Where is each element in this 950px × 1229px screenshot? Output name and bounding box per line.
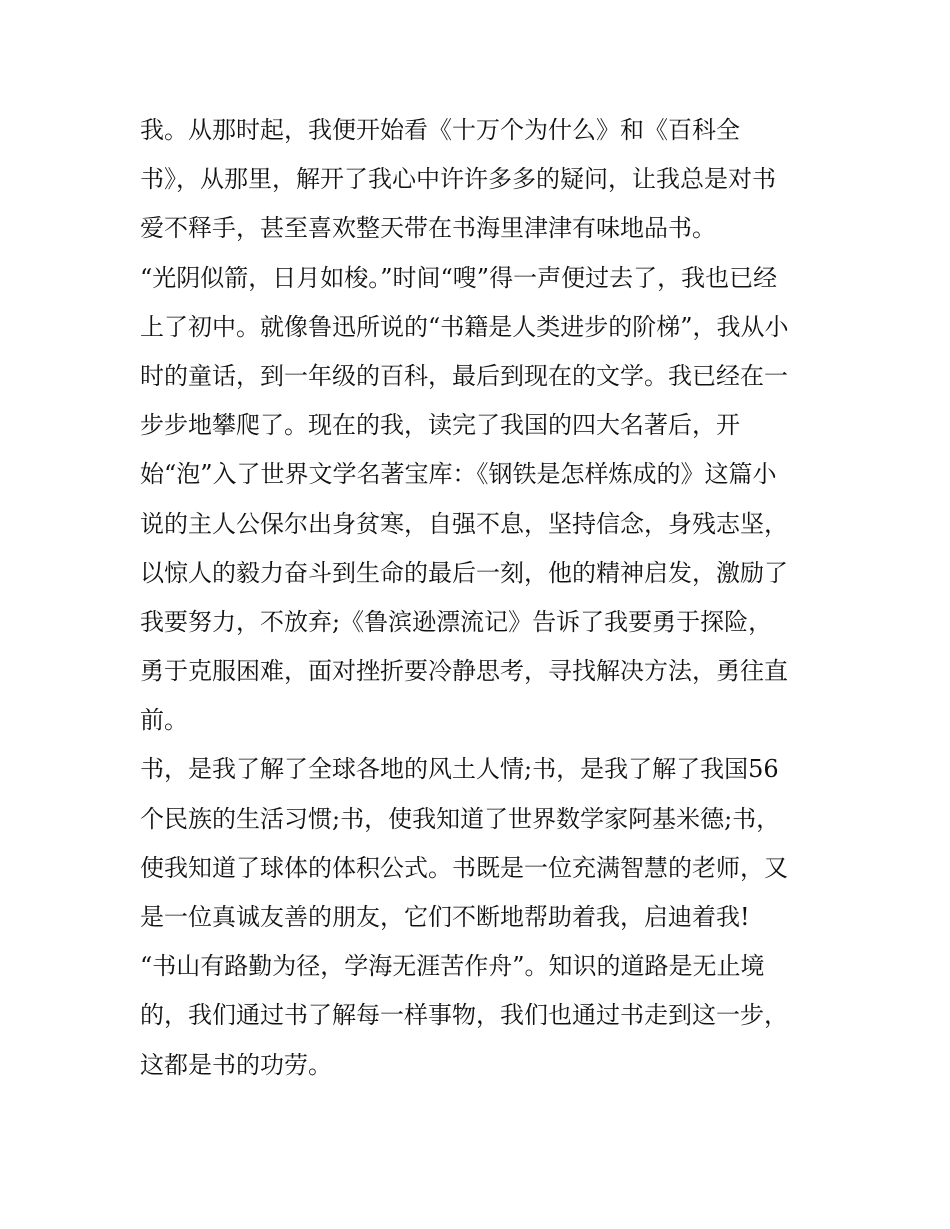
text-line-11: 我要努力，不放弃;《鲁滨逊漂流记》告诉了我要勇于探险， [140, 607, 773, 636]
text-line-20: 这都是书的功劳。 [140, 1050, 332, 1079]
text-line-14: 书，是我了解了全球各地的风土人情;书，是我了解了我国56 [140, 755, 779, 784]
text-line-10: 以惊人的毅力奋斗到生命的最后一刻，他的精神启发，激励了 [140, 558, 788, 587]
text-line-16: 使我知道了球体的体积公式。书既是一位充满智慧的老师，又 [140, 853, 788, 882]
text-line-9: 说的主人公保尔出身贫寒，自强不息，坚持信念，身残志坚， [140, 509, 788, 538]
text-line-13: 前。 [140, 706, 188, 735]
text-line-6: 时的童话，到一年级的百科，最后到现在的文学。我已经在一 [140, 361, 788, 390]
text-line-19: 的，我们通过书了解每一样事物，我们也通过书走到这一步， [140, 1001, 788, 1030]
text-line-18: “书山有路勤为径，学海无涯苦作舟”。知识的道路是无止境 [140, 952, 765, 981]
text-line-3: 爱不释手，甚至喜欢整天带在书海里津津有味地品书。 [140, 214, 716, 243]
text-line-2: 书》，从那里，解开了我心中许许多多的疑问，让我总是对书 [140, 165, 776, 194]
text-line-5: 上了初中。就像鲁迅所说的“书籍是人类进步的阶梯”，我从小 [140, 312, 789, 341]
text-line-15: 个民族的生活习惯;书，使我知道了世界数学家阿基米德;书， [140, 804, 781, 833]
text-line-7: 步步地攀爬了。现在的我，读完了我国的四大名著后，开 [140, 411, 740, 440]
text-line-4: “光阴似箭，日月如梭。”时间“嗖”得一声便过去了，我也已经 [140, 263, 778, 292]
text-line-12: 勇于克服困难，面对挫折要冷静思考，寻找解决方法，勇往直 [140, 657, 788, 686]
text-line-1: 我。从那时起，我便开始看《十万个为什么》和《百科全 [140, 116, 740, 144]
text-line-8: 始“泡”入了世界文学名著宝库：《钢铁是怎样炼成的》这篇小 [140, 460, 777, 489]
essay-text [140, 106, 820, 1090]
text-line-17: 是一位真诚友善的朋友，它们不断地帮助着我，启迪着我! [140, 903, 750, 931]
